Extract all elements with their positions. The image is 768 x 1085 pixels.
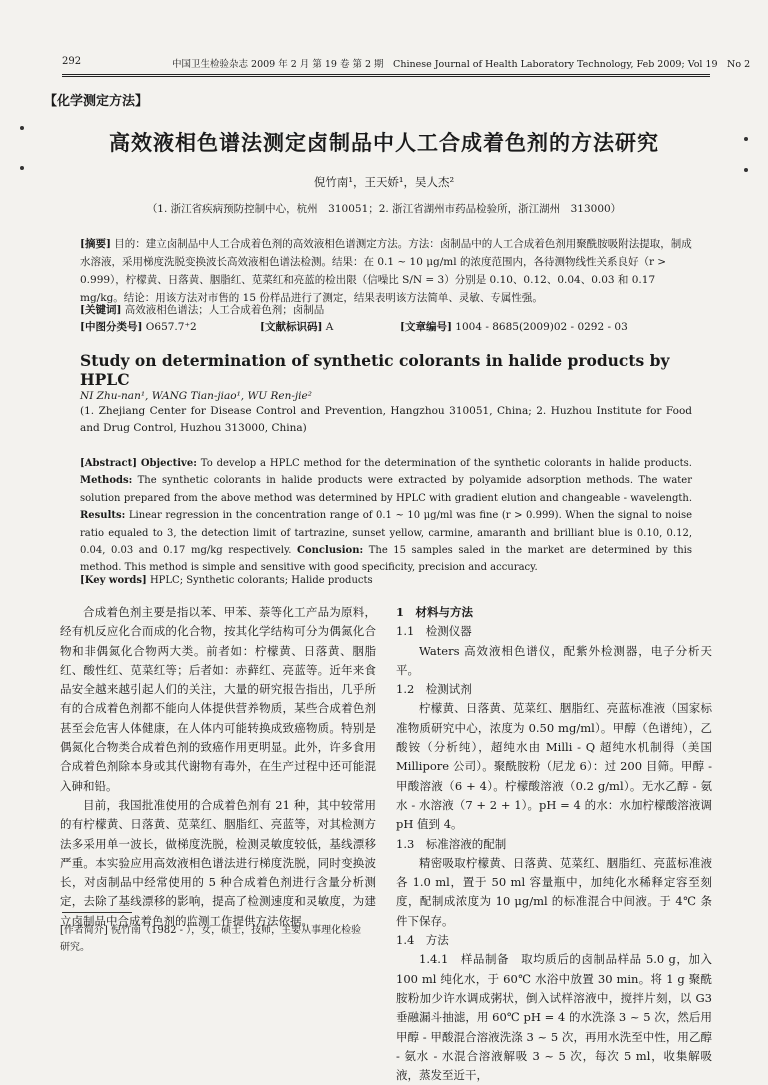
- doc-code-label: [文献标识码]: [260, 321, 323, 333]
- header-rule: [62, 74, 710, 77]
- page-title: 高效液相色谱法测定卤制品中人工合成着色剂的方法研究: [109, 130, 659, 155]
- conclusion-label: Conclusion:: [297, 545, 364, 557]
- scan-mark: [744, 168, 748, 172]
- intro-paragraph: 目前，我国批准使用的合成着色剂有 21 种，其中较常用的有柠檬黄、日落黄、苋菜红、胭脂红、亮蓝等，对其检测方法多采用单一波长，做梯度洗脱，检测灵敏度较低，基线漂移严重。本实验应用高效液相色谱法进行梯度洗脱，同时变换波长，对卤制品中经常使用的 5 种合成着色剂进行含量分析测定，去除了基线漂移的影响，提高了检测速度和灵敏度，为建立卤制品中合成着色剂的监测工作提供方法依据。: [60, 797, 376, 928]
- subsection-heading: 1.4 方法: [396, 933, 449, 948]
- objective-text: To develop a HPLC method for the determination of the synthetic colorants in halide products.: [196, 458, 692, 469]
- document-code: [260, 319, 333, 334]
- section-heading: 1 材料与方法: [396, 605, 474, 619]
- body-paragraph: 精密吸取柠檬黄、日落黄、苋菜红、胭脂红、亮蓝标准液各 1.0 ml，置于 50 ml 容量瓶中，加纯化水稀释定容至刻度，配制成浓度为 10 μg/ml 的标准混合中间液。于 4℃ 条件下保存。: [396, 855, 712, 928]
- intro-paragraph: 合成着色剂主要是指以苯、甲苯、萘等化工产品为原料，经有机反应化合而成的化合物，按其化学结构可分为偶氮化合物和非偶氮化合物两大类。前者如：柠檬黄、日落黄、胭脂红、酸性红、苋菜红等；后者如：赤藓红、亮蓝等。近年来食品安全越来越引起人们的关注，大量的研究报告指出，几乎所有的合成着色剂都不能向人体提供营养物质，某些合成着色剂甚至会危害人体健康，在人体内可能转换成致癌物质。特别是偶氮化合物类合成着色剂的致癌作用更明显。此外，许多食用合成着色剂除本身或其代谢物有毒外，在生产过程中还可能混入砷和铅。: [60, 605, 376, 793]
- methods-text: The synthetic colorants in halide products were extracted by polyamide adsorption methods. The water solution prepared from the above method was determined by HPLC with gradient elution and changeable - wavelength.: [80, 475, 692, 504]
- body-paragraph: Waters 高效液相色谱仪，配紫外检测器，电子分析天平。: [396, 643, 712, 677]
- authors: 倪竹南¹，王天娇¹，吴人杰²: [313, 175, 455, 189]
- body-right-column: [396, 603, 712, 1085]
- page-number: 292: [62, 56, 82, 67]
- abstract-en-label: [Abstract]: [80, 458, 137, 469]
- footnote-label: [作者简介]: [60, 925, 108, 936]
- footnote-text: 倪竹南（1982 - ），女，硕士，技师，主要从事理化检验研究。: [60, 925, 362, 953]
- clc-label: [中图分类号]: [80, 321, 143, 333]
- article-no-label: [文章编号]: [400, 321, 452, 333]
- keywords-label: [关键词]: [80, 304, 122, 316]
- results-label: Results:: [80, 510, 126, 522]
- methods-label: Methods:: [80, 475, 133, 487]
- body-left-column: [60, 603, 376, 931]
- body-paragraph: 柠檬黄、日落黄、苋菜红、胭脂红、亮蓝标准液（国家标准物质研究中心，浓度为 0.50 mg/ml）。甲醇（色谱纯），乙酸铵（分析纯），超纯水由 Milli - Q 超纯水机制得（美国 Millipore 公司）。聚酰胺粉（尼龙 6）：过 200 目筛。甲醇 - 甲酸溶液（6 + 4）。柠檬酸溶液（0.2 g/ml）。无水乙醇 - 氨水 - 水溶液（7 + 2 + 1）。pH = 4 的水：水加柠檬酸溶液调 pH 值到 4。: [396, 701, 712, 832]
- keywords-cn: [80, 301, 692, 319]
- results-text: Linear regression in the concentration range of 0.1 ~ 10 μg/ml was fine (r > 0.999). When the signal to noise ratio equaled to 3, the detection limit of tartrazine, sunset yellow, carmine, amaranth and brilliant blue is 0.10, 0.12, 0.04, 0.03 and 0.17 mg/kg respectively.: [80, 510, 692, 557]
- abstract-en: [80, 455, 692, 577]
- clc-number: [80, 319, 197, 334]
- abstract-text: 目的：建立卤制品中人工合成着色剂的高效液相色谱测定方法。方法：卤制品中的人工合成着色剂用聚酰胺吸附法提取，制成水溶液，采用梯度洗脱变换波长高效液相色谱法检测。结果：在 0.1 ~ 10 μg/ml 的浓度范围内，各待测物线性关系良好（r > 0.999），柠檬黄、日落黄、胭脂红、苋菜红和亮蓝的检出限（信噪比 S/N = 3）分别是 0.10、0.12、0.04、0.03 和 0.17 mg/kg。结论：用该方法对市售的 15 份样品进行了测定，结果表明该方法简单、灵敏、专属性强。: [80, 238, 692, 304]
- conclusion-text: The 15 samples saled in the market are determined by this method. This method is simple and sensitive with good specificity, precision and accuracy.: [80, 545, 692, 574]
- clc-value: O657.7⁺2: [145, 321, 197, 333]
- article-number: [400, 319, 628, 334]
- keywords-en: [80, 572, 692, 590]
- subsection-heading: 1.1 检测仪器: [396, 624, 472, 639]
- objective-label: Objective:: [140, 458, 197, 469]
- subsection-heading: 1.2 检测试剂: [396, 682, 472, 697]
- running-header: 中国卫生检验杂志 2009 年 2 月 第 19 卷 第 2 期 Chinese Journal of Health Laboratory Technology, Feb 2009; Vol 19 No 2: [172, 59, 751, 70]
- abstract-cn: [80, 235, 692, 307]
- author-footnote: [60, 922, 370, 956]
- english-authors: NI Zhu-nan¹, WANG Tian-jiao¹, WU Ren-jie²: [80, 390, 312, 402]
- affiliations: （1. 浙江省疾病预防控制中心，杭州 310051；2. 浙江省湖州市药品检验所，浙江湖州 313000）: [146, 203, 622, 215]
- doc-code-value: A: [325, 321, 334, 333]
- scan-mark: [20, 166, 24, 170]
- keywords-en-label: [Key words]: [80, 575, 147, 586]
- subsection-heading: 1.3 标准溶液的配制: [396, 836, 507, 851]
- keywords-text: 高效液相色谱法；人工合成着色剂；卤制品: [124, 304, 325, 316]
- article-no-value: 1004 - 8685(2009)02 - 0292 - 03: [455, 321, 628, 333]
- footnote-rule: [62, 912, 132, 913]
- body-paragraph: 1.4.1 样品制备 取均质后的卤制品样品 5.0 g，加入 100 ml 纯化水，于 60℃ 水浴中放置 30 min。将 1 g 聚酰胺粉加少许水调成粥状，倒入试样溶液中，搅拌片刻，以 G3 垂融漏斗抽滤，用 60℃ pH = 4 的水洗涤 3 ~ 5 次，然后用甲醇 - 甲酸混合溶液洗涤 3 ~ 5 次，再用水洗至中性，用乙醇 - 氨水 - 水混合溶液解吸 3 ~ 5 次，每次 5 ml，收集解吸液，蒸发至近干，: [396, 952, 712, 1083]
- abstract-label: [摘要]: [80, 238, 111, 250]
- keywords-en-text: HPLC; Synthetic colorants; Halide products: [149, 575, 373, 586]
- english-affiliations: (1. Zhejiang Center for Disease Control and Prevention, Hangzhou 310051, China; 2. Huzhou Institute for Food and Drug Control, Huzhou 313000, China): [80, 405, 692, 434]
- section-tag: 【化学测定方法】: [44, 94, 149, 109]
- english-title: Study on determination of synthetic colorants in halide products by HPLC: [80, 351, 670, 389]
